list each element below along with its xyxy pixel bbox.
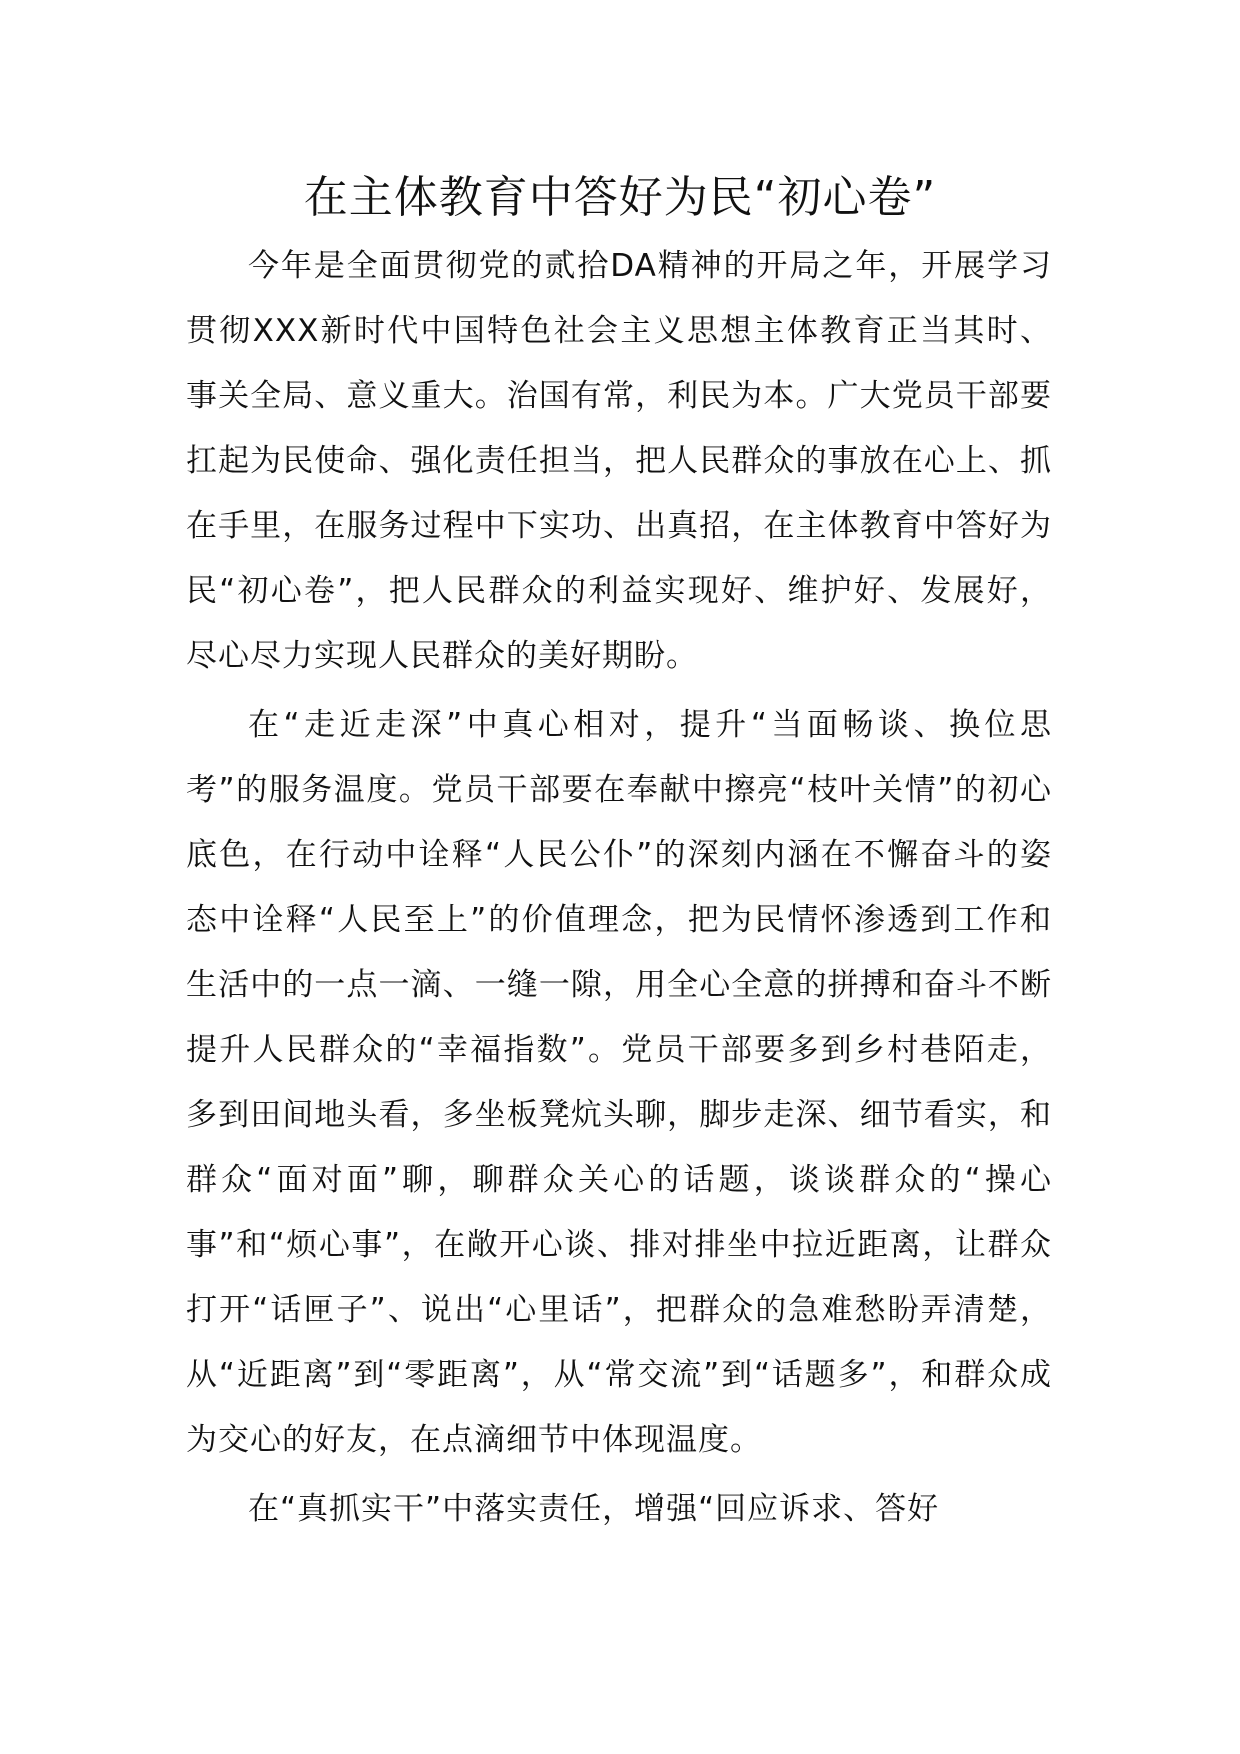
document-title: 在主体教育中答好为民“初心卷” <box>303 172 937 223</box>
paragraph-intro: 今年是全面贯彻党的贰拾DA精神的开局之年，开展学习贯彻XXX新时代中国特色社会主义思想主体教育正当其时、事关全局、意义重大。治国有常，利民为本。广大党员干部要扛起为民使命、强化责任担当，把人民群众的事放在心上、抓在手里，在服务过程中下实功、出真招，在主体教育中答好为民“初心卷”，把人民群众的利益实现好、维护好、发展好，尽心尽力实现人民群众的美好期盼。 <box>186 248 1052 674</box>
paragraph-section-2: 在“真抓实干”中落实责任，增强“回应诉求、答好 <box>248 1491 940 1527</box>
document-body <box>186 234 1052 1546</box>
paragraph-section-1: 在“走近走深”中真心相对，提升“当面畅谈、换位思考”的服务温度。党员干部要在奉献中擦亮“枝叶关情”的初心底色，在行动中诠释“人民公仆”的深刻内涵在不懈奋斗的姿态中诠释“人民至上”的价值理念，把为民情怀渗透到工作和生活中的一点一滴、一缝一隙，用全心全意的拼搏和奋斗不断提升人民群众的“幸福指数”。党员干部要多到乡村巷陌走，多到田间地头看，多坐板凳炕头聊，脚步走深、细节看实，和群众“面对面”聊，聊群众关心的话题，谈谈群众的“操心事”和“烦心事”，在敞开心谈、排对排坐中拉近距离，让群众打开“话匣子”、说出“心里话”，把群众的急难愁盼弄清楚，从“近距离”到“零距离”，从“常交流”到“话题多”，和群众成为交心的好友，在点滴细节中体现温度。 <box>186 707 1052 1458</box>
